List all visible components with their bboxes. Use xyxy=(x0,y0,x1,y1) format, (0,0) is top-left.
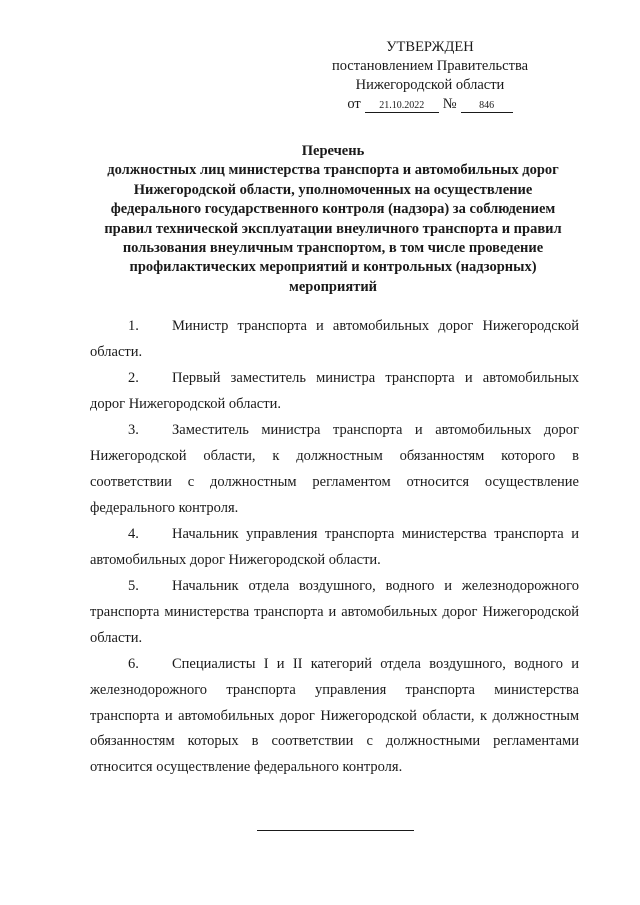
list-item-text: Начальник управления транспорта министерства транспорта и автомобильных дорог Нижегородской области. xyxy=(90,525,579,568)
list-item-number: 5. xyxy=(128,577,139,594)
list-item-number: 2. xyxy=(128,370,139,386)
list-item-text: Министр транспорта и автомобильных дорог Нижегородской области. xyxy=(90,318,579,360)
list-item xyxy=(90,418,579,522)
list-item xyxy=(90,522,579,574)
approval-number: 846 xyxy=(461,100,513,113)
number-sign: № xyxy=(442,96,457,112)
list-item-text: Начальник отдела воздушного, водного и железнодорожного транспорта министерства транспорта и автомобильных дорог Нижегородской области. xyxy=(90,577,579,646)
list-item-text: Специалисты I и II категорий отдела воздушного, водного и железнодорожного транспорта управления транспорта министерства транспорта и автомобильных дорог Нижегородской области, к должностным обязанностям которых в соответствии с должностными регламентами относится осуществление федерального контроля. xyxy=(90,655,579,776)
approval-date-row xyxy=(310,95,550,114)
closing-divider xyxy=(257,830,414,831)
date-prefix: от xyxy=(347,96,361,112)
resolution-label: постановлением Правительства xyxy=(331,58,529,74)
list-item-number: 6. xyxy=(128,655,139,672)
approval-date: 21.10.2022 xyxy=(365,100,439,113)
list-item xyxy=(90,366,579,418)
approved-label: УТВЕРЖДЕН xyxy=(386,39,474,55)
list-item xyxy=(90,314,579,366)
title-heading: Перечень xyxy=(301,143,365,159)
region-label: Нижегородской области xyxy=(355,77,505,93)
officials-list xyxy=(90,314,579,781)
approval-stamp xyxy=(310,38,550,114)
list-item-text: Заместитель министра транспорта и автомобильных дорог Нижегородской области, к должностным обязанностям которого в соответствии с должностным регламентом относится осуществление федерального контроля. xyxy=(90,422,579,516)
list-item-text: Первый заместитель министра транспорта и автомобильных дорог Нижегородской области. xyxy=(90,370,579,412)
title-subtitle: должностных лиц министерства транспорта и автомобильных дорог Нижегородской области, уполномоченных на осуществление федерального государственного контроля (надзора) за соблюдением правил технической эксплуатации внеуличного транспорта и правил пользования внеуличным транспортом, в том числе проведение профилактических мероприятий и контрольных (надзорных) мероприятий xyxy=(104,162,562,295)
list-item-number: 4. xyxy=(128,525,139,542)
document-title xyxy=(88,142,578,297)
list-item-number: 3. xyxy=(128,422,139,438)
list-item-number: 1. xyxy=(128,318,139,334)
list-item xyxy=(90,652,579,782)
list-item xyxy=(90,574,579,652)
